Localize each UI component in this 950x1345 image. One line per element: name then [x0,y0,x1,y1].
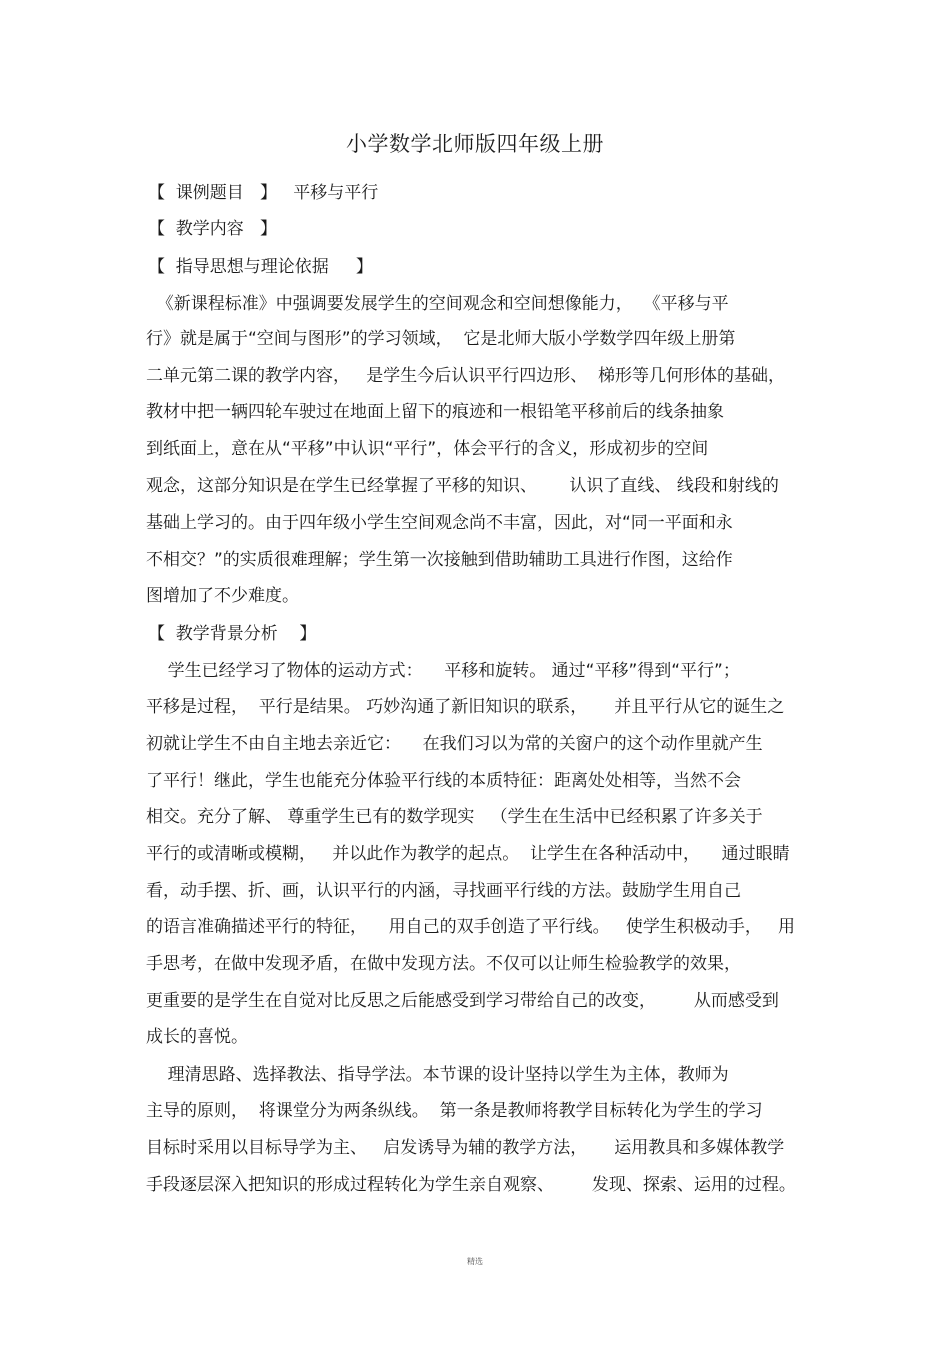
paragraph-line: 图增加了不少难度。 [146,586,299,606]
heading-lesson-topic: 【 课例题目 】 平移与平行 [148,183,379,203]
paragraph-line: 平行的或清晰或模糊， 并以此作为教学的起点。 让学生在各种活动中， 通过眼睛 [146,844,790,864]
paragraph-line: 基础上学习的。由于四年级小学生空间观念尚不丰富，因此，对“同一平面和永 [146,513,733,533]
paragraph-line: 平移是过程， 平行是结果。 巧妙沟通了新旧知识的联系， 并且平行从它的诞生之 [146,697,785,717]
paragraph-line: 《新课程标准》中强调要发展学生的空间观念和空间想像能力， 《平移与平 [146,294,729,314]
paragraph-line: 初就让学生不由自主地去亲近它： 在我们习以为常的关窗户的这个动作里就产生 [146,734,763,754]
heading-teaching-content: 【 教学内容 】 [148,219,278,239]
paragraph-line: 更重要的是学生在自觉对比反思之后能感受到学习带给自己的改变， 从而感受到 [146,991,779,1011]
page-footer: 精选 [467,1257,483,1266]
paragraph-line: 理清思路、选择教法、指导学法。本节课的设计坚持以学生为主体，教师为 [146,1065,729,1085]
paragraph-line: 目标时采用以目标导学为主、 启发诱导为辅的教学方法， 运用教具和多媒体教学 [146,1138,785,1158]
paragraph-line: 不相交？”的实质很难理解；学生第一次接触到借助辅助工具进行作图，这给作 [146,550,733,570]
paragraph-line: 学生已经学习了物体的运动方式： 平移和旋转。 通过“平移”得到“平行”； [146,661,740,681]
paragraph-line: 主导的原则， 将课堂分为两条纵线。 第一条是教师将教学目标转化为学生的学习 [146,1101,763,1121]
paragraph-line: 行》就是属于“空间与图形”的学习领域， 它是北师大版小学数学四年级上册第 [146,329,736,349]
paragraph-line: 手思考，在做中发现矛盾，在做中发现方法。不仅可以让师生检验教学的效果， [146,954,741,974]
paragraph-line: 手段逐层深入把知识的形成过程转化为学生亲自观察、 发现、探索、运用的过程。 [146,1175,796,1195]
paragraph-line: 教材中把一辆四轮车驶过在地面上留下的痕迹和一根铅笔平移前后的线条抽象 [146,402,724,422]
document-title: 小学数学北师版四年级上册 [346,132,604,156]
heading-guiding-theory: 【 指导思想与理论依据 】 [148,257,373,277]
paragraph-line: 了平行！继此，学生也能充分体验平行线的本质特征：距离处处相等，当然不会 [146,771,741,791]
paragraph-line: 二单元第二课的教学内容， 是学生今后认识平行四边形、 梯形等几何形体的基础， [146,366,786,386]
paragraph-line: 观念，这部分知识是在学生已经掌握了平移的知识、 认识了直线、 线段和射线的 [146,476,779,496]
paragraph-line: 相交。充分了解、 尊重学生已有的数学现实 （学生在生活中已经积累了许多关于 [146,807,763,827]
paragraph-line: 看，动手摆、折、画，认识平行的内涵，寻找画平行线的方法。鼓励学生用自己 [146,881,741,901]
paragraph-line: 的语言准确描述平行的特征， 用自己的双手创造了平行线。 使学生积极动手， 用 [146,917,796,937]
heading-teaching-background: 【 教学背景分析 】 [148,624,317,644]
paragraph-line: 成长的喜悦。 [146,1027,248,1047]
paragraph-line: 到纸面上，意在从“平移”中认识“平行”，体会平行的含义，形成初步的空间 [146,439,709,459]
